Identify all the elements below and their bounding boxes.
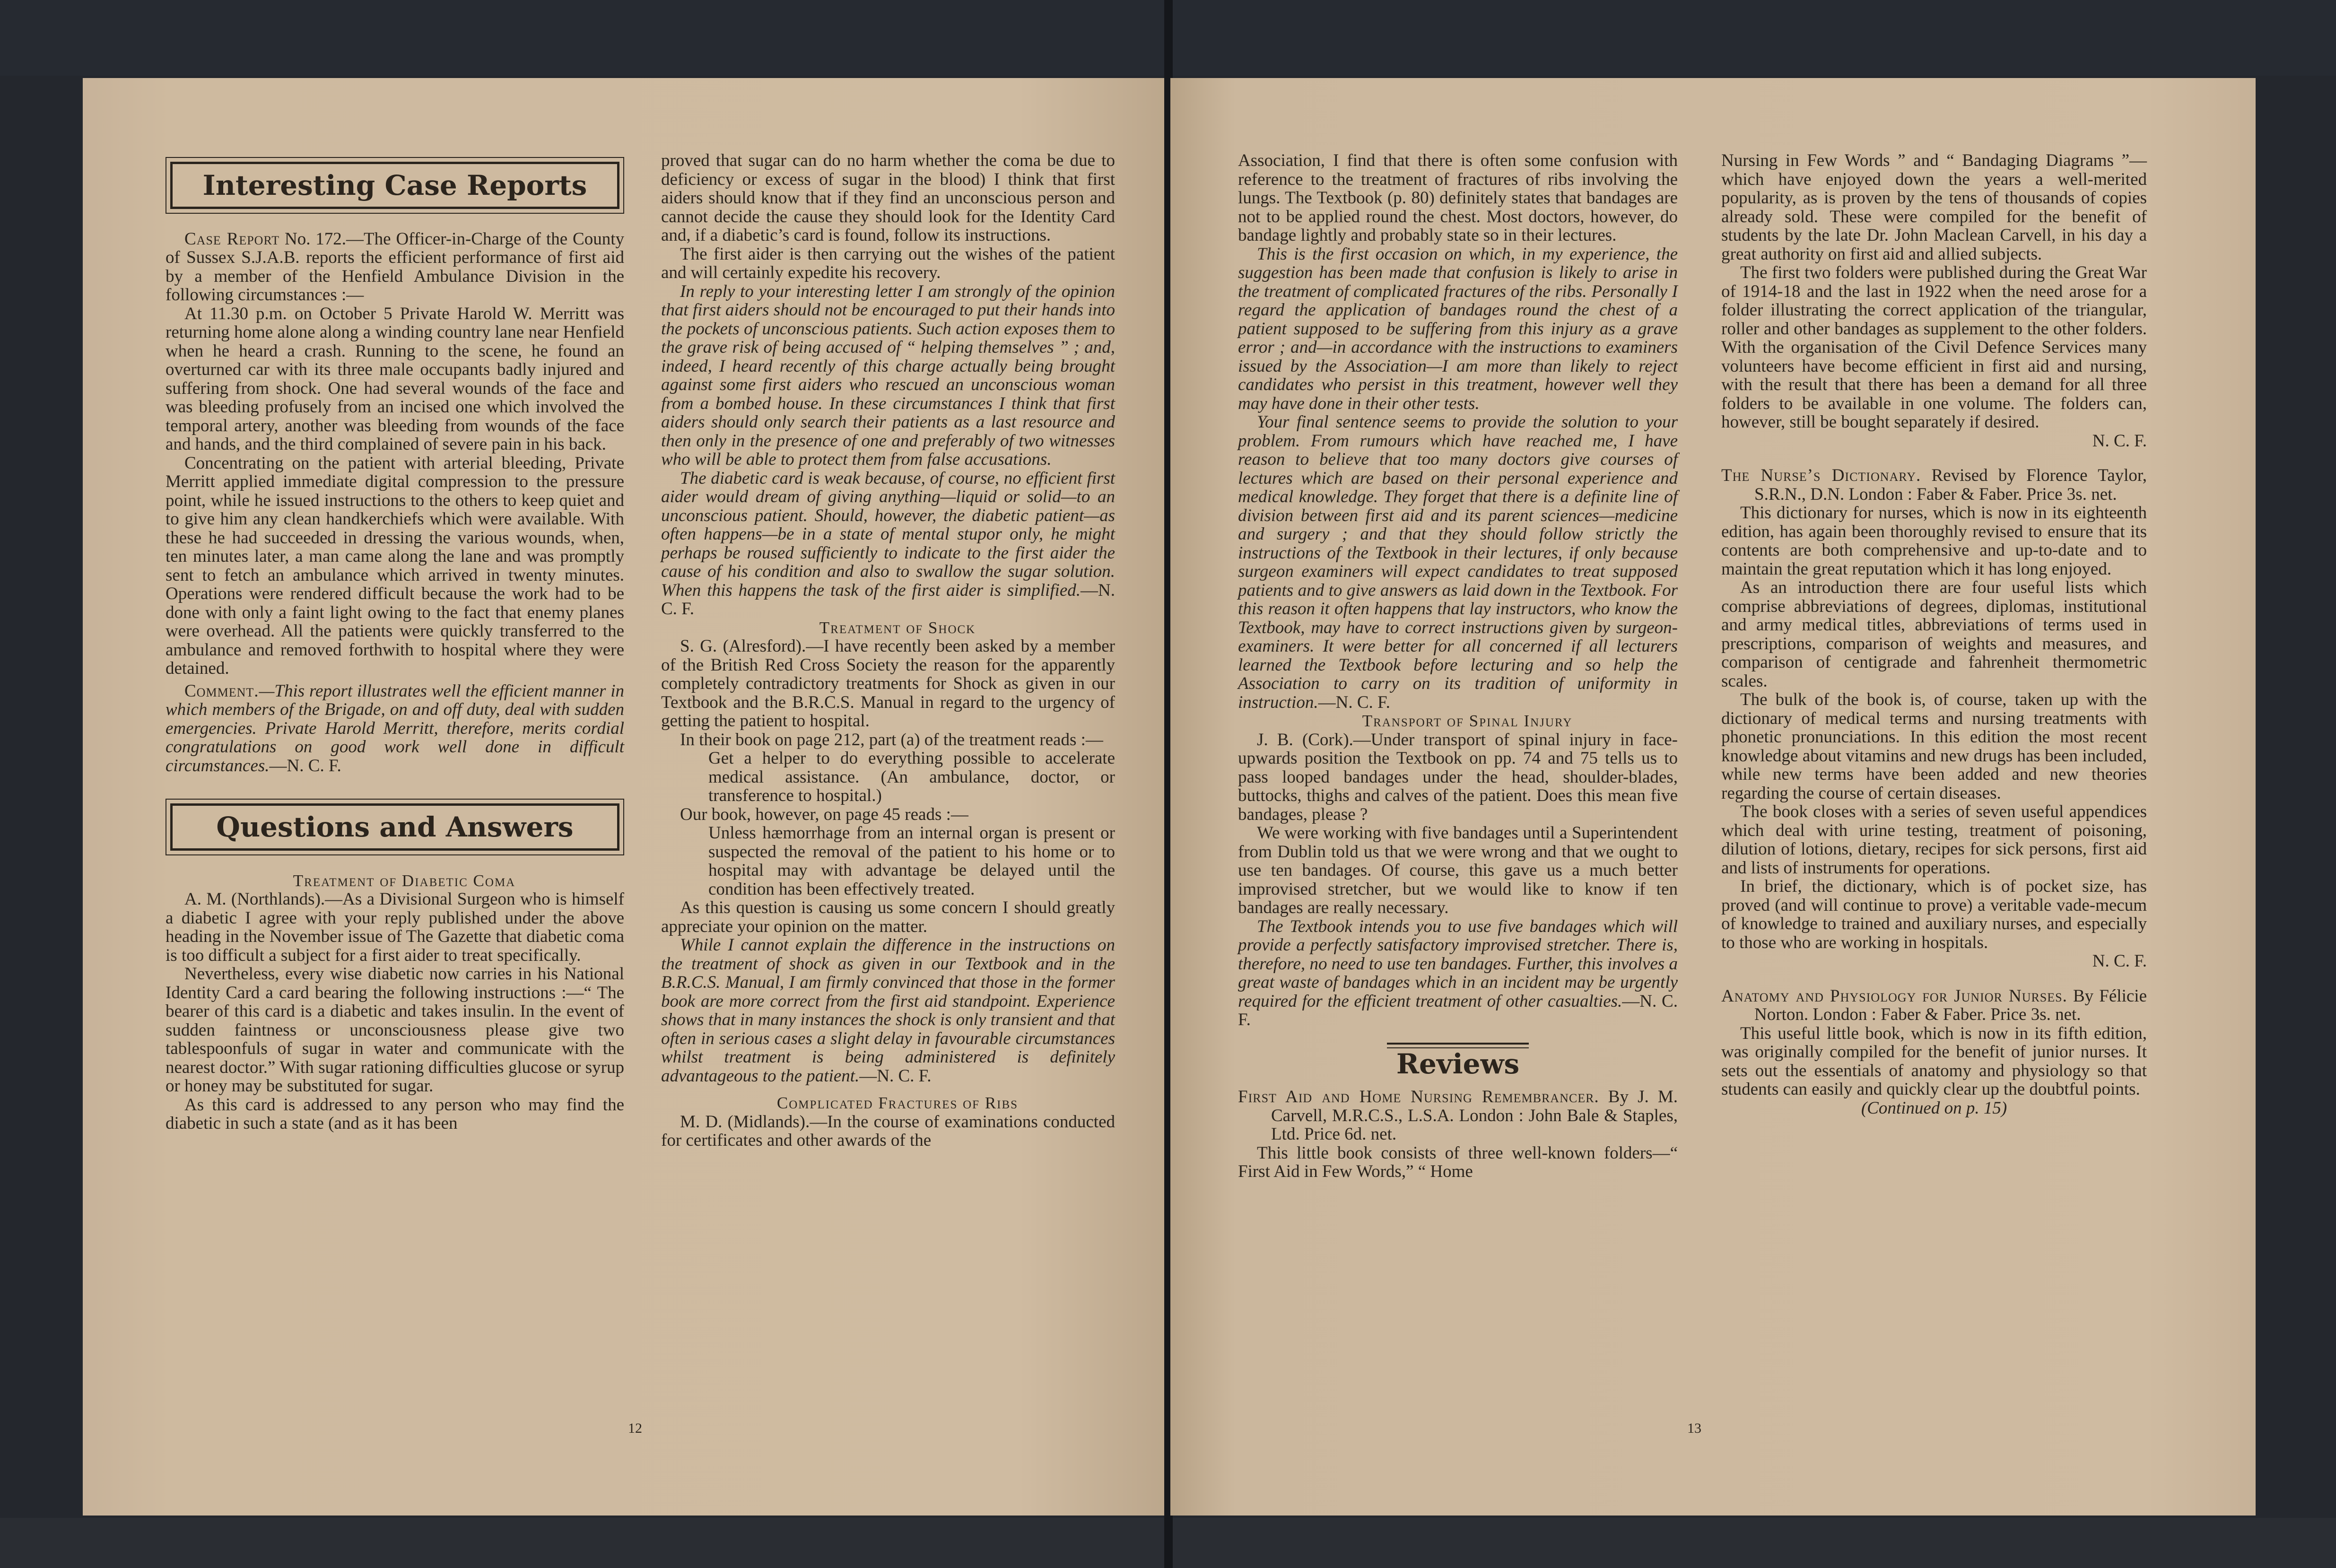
question-paragraph: Nevertheless, every wise diabetic now carries in his National Identity Card a card bearing the following instructions :—“ The bearer of this card is a diabetic and takes insulin. In the event of sudden faintness or unconsciousness please give two tablespoonfuls of sugar in water and communicate with the nearest doctor.” With sugar rationing difficulties glucose or syrup or honey may be substituted for sugar. xyxy=(166,964,624,1096)
answer-signature: —N. C. F. xyxy=(859,1066,932,1086)
review-paragraph: This little book consists of three well-known folders—“ First Aid in Few Words,” “ Home xyxy=(1238,1143,1678,1181)
answer-paragraph: This is the first occasion on which, in my experience, the suggestion has been made that confusion is likely to arise in the treatment of complicated fractures of the ribs. Personally I regard the application of bandages round the chest of a patient supposed to be suffering from this injury as a grave error ; and—in accordance with the instructions to examiners issued by the Association—I am more than likely to reject candidates who persist in this treatment, however well they may have done in their other tests. xyxy=(1238,244,1678,413)
review-title: The Nurse’s Dictionary. xyxy=(1721,466,1921,485)
subheading-ribs: Complicated Fractures of Ribs xyxy=(776,1094,1019,1112)
continued-note: (Continued on p. 15) xyxy=(1861,1098,2007,1118)
left-column-2 xyxy=(661,151,1115,1150)
answer-signature: —N. C. F. xyxy=(661,580,1115,618)
comment-signature: —N. C. F. xyxy=(269,756,341,775)
answer-paragraph xyxy=(1238,413,1678,712)
questions-answers-heading: Questions and Answers xyxy=(170,803,619,851)
left-column-1 xyxy=(166,156,624,1133)
question-paragraph: Our book, however, on page 45 reads :— xyxy=(680,804,968,824)
question-paragraph: M. D. (Midlands).—In the course of examinations conducted for certificates and other awards of the xyxy=(661,1112,1115,1150)
answer-text: The Textbook intends you to use five bandages which will provide a perfectly satisfactory improvised stretcher. There is, therefore, no need to use ten bandages. Further, this involves a great waste of bandages which in an incident may be urgently required for the efficient treatment of other casualties. xyxy=(1238,916,1678,1011)
review-paragraph: Nursing in Few Words ” and “ Bandaging Diagrams ”—which have enjoyed down the years a well-merited popularity, as is proven by the tens of thousands of copies already sold. These were compiled for the benefit of students by the late Dr. John Maclean Carvell, in his day a great authority on first aid and allied subjects. xyxy=(1721,151,2147,264)
subheading-diabetic-coma: Treatment of Diabetic Coma xyxy=(293,871,516,890)
reviews-heading: Reviews xyxy=(1396,1047,1520,1080)
question-paragraph: As this card is addressed to any person who may find the diabetic in such a state (and as it has been xyxy=(166,1095,624,1133)
case-report-intro-text: No. 172.—The Officer-in-Charge of the County of Sussex S.J.A.B. reports the efficient performance of first aid by a member of the Henfield Ambulance Division in the following circumstances :— xyxy=(166,229,624,305)
right-column-2 xyxy=(1721,151,2147,1117)
case-report-intro xyxy=(166,230,624,305)
page-number-right: 13 xyxy=(1687,1420,1701,1436)
comment-text: —This report illustrates well the efficient manner in which members of the Brigade, on and off duty, deal with sudden emergencies. Private Harold Merritt, therefore, merits cordial congratulations on good work well done in difficult circumstances. xyxy=(166,681,624,775)
review-paragraph: The book closes with a series of seven useful appendices which deal with urine testing, treatment of poisoning, dilution of lotions, dietary, recipes for sick persons, first aid and lists of instruments for operations. xyxy=(1721,802,2147,878)
case-report-paragraph: At 11.30 p.m. on October 5 Private Harold W. Merritt was returning home alone along a winding country lane near Henfield when he heard a crash. Running to the scene, he found an overturned car with its three male occupants badly injured and suffering from shock. One had several wounds of the face and was bleeding profusely from an incised one which involved the temporal artery, another was bleeding from wounds of the face and hands, and the third complained of severe pain in his back. xyxy=(166,304,624,454)
answer-text: The diabetic card is weak because, of course, no efficient first aider would dream of giving anything—liquid or solid—to an unconscious patient. Should, however, the diabetic patient—as often happens—be in a state of mental stupor only, he might perhaps be roused sufficiently to indicate to the first aider the cause of his condition and also to swallow the sugar solution. When this happens the task of the first aider is simplified. xyxy=(661,468,1115,600)
review-paragraph: In brief, the dictionary, which is of pocket size, has proved (and will continue to prove) a veritable vade-mecum of knowledge to trained and auxiliary nurses, and especially to those who are working in hospitals. xyxy=(1721,877,2147,952)
case-report-label: Case Report xyxy=(184,229,280,249)
review-meta: By Félicie Norton. London : Faber & Faber. Price 3s. net. xyxy=(1754,986,2147,1024)
review-citation xyxy=(1238,1088,1678,1144)
comment-label: Comment. xyxy=(184,681,259,701)
question-paragraph: The first aider is then carrying out the wishes of the patient and will certainly expedite his recovery. xyxy=(661,244,1115,282)
answer-signature: —N. C. F. xyxy=(1238,991,1678,1029)
review-signature: N. C. F. xyxy=(2092,431,2147,451)
review-paragraph: This dictionary for nurses, which is now in its eighteenth edition, has again been thoroughly revised to ensure that its contents are both comprehensive and up-to-date and to maintain the great reputation which it has long enjoyed. xyxy=(1721,503,2147,579)
review-paragraph: The bulk of the book is, of course, taken up with the dictionary of medical terms and nursing treatments with phonetic pronunciations. In this edition the most recent knowledge about vitamins and new drugs has been included, while new terms have been added and new theories regarding the course of certain diseases. xyxy=(1721,690,2147,803)
review-title: Anatomy and Physiology for Junior Nurses. xyxy=(1721,986,2067,1006)
case-report-paragraph: Concentrating on the patient with arterial bleeding, Private Merritt applied immediate digital compression to the pressure point, while he issued instructions to the others to keep quiet and to give him any clean handkerchiefs which were available. With these he had succeeded in dressing the various wounds, when, ten minutes later, a man came along the lane and was promptly sent to fetch an ambulance which arrived in twenty minutes. Operations were rendered difficult because the work had to be done with only a faint light owing to the fact that enemy planes were overhead. All the patients were quickly transferred to the ambulance and removed forthwith to hospital where they were detained. xyxy=(166,453,624,678)
question-paragraph: We were working with five bandages until a Superintendent from Dublin told us that we were wrong and that we ought to use ten bandages. Of course, this gave us a much better improvised stretcher, but we would like to know if ten bandages are really necessary. xyxy=(1238,823,1678,917)
review-paragraph: The first two folders were published during the Great War of 1914-18 and the last in 1922 when the need arose for a folder illustrating the correct application of the triangular, roller and other bandages as supplement to the other folders. With the organisation of the Civil Defence Services many volunteers have become efficient in first aid and nursing, with the result that there has been a demand for all three folders to be available in one volume. The folders can, however, still be bought separately if desired. xyxy=(1721,263,2147,432)
answer-paragraph xyxy=(1238,917,1678,1029)
answer-text: Your final sentence seems to provide the solution to your problem. From rumours which have reached me, I have reason to believe that too many doctors give courses of lectures which are based on their personal experience and medical knowledge. They forget that there is a definite line of division between first aid and its parent sciences—medicine and surgery ; and that they should follow strictly the instructions of the Textbook in their lectures, if only because surgeon examiners will expect candidates to treat supposed patients and to give answers as laid down in the Textbook. For this reason it often happens that lay instructors, who know the Textbook, may have to correct instructions given by surgeon-examiners. It were better for all concerned if all lecturers learned the Textbook before lecturing and so help the Association to carry on its tradition of uniformity in instruction. xyxy=(1238,412,1678,712)
review-paragraph: This useful little book, which is now in its fifth edition, was originally compiled for the benefit of junior nurses. It sets out the essentials of anatomy and physiology so that students can easily and quickly clear up the doubtful points. xyxy=(1721,1023,2147,1099)
question-paragraph: proved that sugar can do no harm whether the coma be due to deficiency or excess of sugar in the blood) I think that first aiders should know that if they find an unconscious person and cannot decide the cause they should look for the Identity Card and, if a diabetic’s card is found, follow its instructions. xyxy=(661,151,1115,245)
answer-paragraph xyxy=(661,469,1115,618)
page-number-left: 12 xyxy=(628,1420,642,1436)
question-paragraph: Association, I find that there is often some confusion with reference to the treatment of fractures of ribs involving the lungs. The Textbook (p. 80) definitely states that bandages are not to be applied round the chest. Most doctors, however, do bandage lightly and probably state so in their lectures. xyxy=(1238,151,1678,245)
review-citation xyxy=(1721,466,2147,504)
review-meta: Revised by Florence Taylor, S.R.N., D.N. London : Faber & Faber. Price 3s. net. xyxy=(1754,466,2147,504)
review-title: First Aid and Home Nursing Remembrancer. xyxy=(1238,1087,1599,1106)
subheading-shock: Treatment of Shock xyxy=(819,618,976,637)
question-paragraph: S. G. (Alresford).—I have recently been asked by a member of the British Red Cross Society the reason for the apparently completely contradictory treatments for Shock as given in our Textbook and the B.R.C.S. Manual in regard to the urgency of getting the patient to hospital. xyxy=(661,636,1115,731)
review-citation xyxy=(1721,987,2147,1024)
answer-text: While I cannot explain the difference in the instructions on the treatment of shock as given in our Textbook and in the B.R.C.S. Manual, I am firmly convinced that those in the former book are more correct from the first aid standpoint. Experience shows that in many instances the shock is only transient and that often in serious cases a slight delay in favourable circumstances whilst treatment is being administered is definitely advantageous to the patient. xyxy=(661,935,1115,1086)
subheading-spinal: Transport of Spinal Injury xyxy=(1362,712,1573,730)
case-reports-heading: Interesting Case Reports xyxy=(170,162,619,209)
answer-paragraph xyxy=(661,936,1115,1085)
quoted-instruction: Get a helper to do everything possible to accelerate medical assistance. (An ambulance, doctor, or transference to hospital.) xyxy=(708,749,1115,805)
case-comment xyxy=(166,682,624,775)
review-signature: N. C. F. xyxy=(2092,951,2147,971)
review-paragraph: As an introduction there are four useful lists which comprise abbreviations of degrees, diplomas, institutional and army medical titles, abbreviations of terms used in prescriptions, comparison of weights and measures, and comparison of centigrade and fahrenheit thermometric scales. xyxy=(1721,578,2147,691)
question-paragraph: In their book on page 212, part (a) of the treatment reads :— xyxy=(680,730,1103,749)
question-paragraph: J. B. (Cork).—Under transport of spinal injury in face-upwards position the Textbook on pp. 74 and 75 tells us to pass looped bandages under the head, shoulder-blades, buttocks, thighs and calves of the patient. Does this mean five bandages, please ? xyxy=(1238,730,1678,824)
question-paragraph: A. M. (Northlands).—As a Divisional Surgeon who is himself a diabetic I agree with your reply published under the above heading in the November issue of The Gazette that diabetic coma is too difficult a subject for a first aider to treat specifically. xyxy=(166,889,624,965)
reviews-rule xyxy=(1387,1043,1529,1048)
quoted-instruction: Unless hæmorrhage from an internal organ is present or suspected the removal of the patient to his home or to hospital may with advantage be delayed until the condition has been effectively treated. xyxy=(708,823,1115,899)
answer-paragraph: In reply to your interesting letter I am strongly of the opinion that first aiders should not be encouraged to put their hands into the pockets of unconscious patients. Such action exposes them to the grave risk of being accused of “ helping themselves ” ; and, indeed, I heard recently of this charge actually being brought against some first aiders who rescued an unconscious woman from a bombed house. In these circumstances I think that first aiders should only search their patients as a last resource and then only in the presence of one and preferably of two witnesses who will be able to protect them from false accusations. xyxy=(661,281,1115,469)
review-meta: By J. M. Carvell, M.R.C.S., L.S.A. London : John Bale & Staples, Ltd. Price 6d. net. xyxy=(1271,1087,1678,1144)
answer-signature: —N. C. F. xyxy=(1318,692,1390,712)
question-paragraph: As this question is causing us some concern I should greatly appreciate your opinion on the matter. xyxy=(661,898,1115,936)
right-column-1 xyxy=(1238,151,1678,1181)
